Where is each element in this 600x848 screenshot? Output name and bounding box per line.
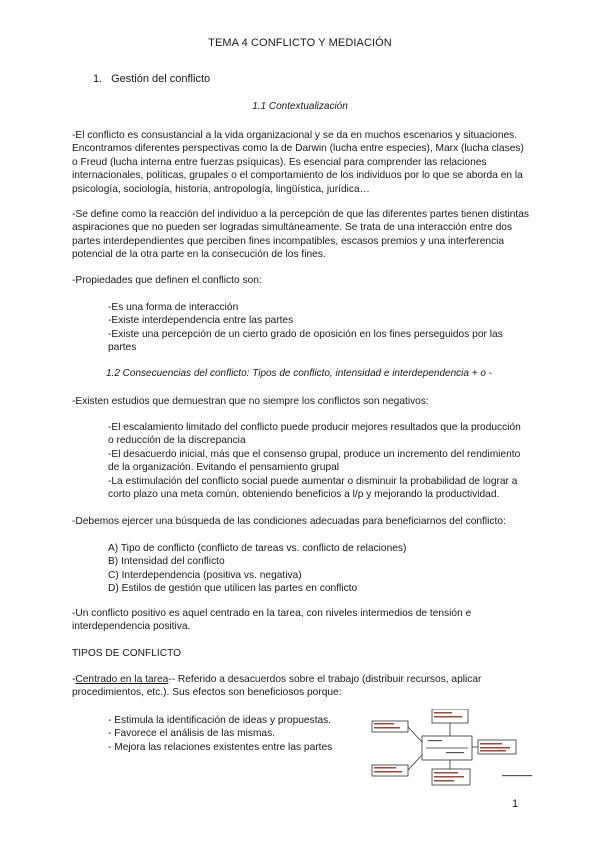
list-item: -El escalamiento limitado del conflicto puede producir mejores resultados que la producción o reducción de la discrepancia <box>108 422 521 447</box>
effects-list <box>108 714 358 754</box>
list-item: -El desacuerdo inicial, más que el consenso grupal, produce un incremento del rendimiento de la organización. Evitando el pensamiento grupal <box>108 448 521 474</box>
section-label: Gestión del conflicto <box>111 73 211 85</box>
properties-list <box>108 301 513 355</box>
paragraph-definition: -Se define como la reacción del individuo a la percepción de que las diferentes partes tienen distintas aspiraciones que no pueden ser logradas simultáneamente. Se trata de una interacción entre dos partes interdependientes que perciben fines incompatibles, escasos premios y una interferencia potencial de la otra parte en la consecución de los fines. <box>72 209 530 261</box>
centrado-prefix: - <box>72 674 76 685</box>
subsection-heading-consecuencias: 1.2 Consecuencias del conflicto: Tipos de conflicto, intensidad e interdependencia + o - <box>106 368 492 379</box>
section-number: 1. <box>93 73 103 85</box>
document-title: TEMA 4 CONFLICTO Y MEDIACIÓN <box>208 37 392 49</box>
paragraph-conditions-intro: -Debemos ejercer una búsqueda de las condiciones adecuadas para beneficiarnos del conflicto: <box>72 516 506 527</box>
studies-list <box>108 421 528 501</box>
list-item: C) Interdependencia (positiva vs. negativa) <box>108 569 302 581</box>
list-item: - Estimula la identificación de ideas y propuestas. <box>108 715 332 726</box>
conflict-diagram-image <box>370 709 540 787</box>
centrado-description: -- Referido a desacuerdos sobre el trabajo (distribuir recursos, aplicar procedimientos, etc.). Sus efectos son beneficiosos porque: <box>72 674 482 699</box>
list-item: D) Estilos de gestión que utilicen las partes en conflicto <box>108 583 358 595</box>
paragraph-centrado-tarea <box>72 673 532 700</box>
centrado-term: Centrado en la tarea <box>75 674 169 685</box>
paragraph-properties-intro: -Propiedades que definen el conflicto son: <box>72 275 262 286</box>
list-item: -Existe interdependencia entre las partes <box>108 315 294 327</box>
page-number: 1 <box>512 798 519 810</box>
list-item: -Es una forma de interacción <box>108 302 239 313</box>
list-item: -La estimulación del conflicto social puede aumentar o disminuir la probabilidad de lograr a corto plazo una meta común, obteniendo beneficios a l/p y mejorando la productividad. <box>108 475 518 501</box>
section-heading <box>93 73 210 85</box>
conditions-list <box>108 542 508 596</box>
subsection-heading-contextualizacion: 1.1 Contextualización <box>252 101 348 112</box>
list-item: B) Intensidad del conflicto <box>108 556 225 568</box>
list-item: -Existe una percepción de un cierto grado de oposición en los fines perseguidos por las partes <box>108 328 503 354</box>
paragraph-positive-conflict: -Un conflicto positivo es aquel centrado en la tarea, con niveles intermedios de tensión e interdependencia positiva. <box>72 608 472 633</box>
list-item: A) Tipo de conflicto (conflicto de tareas vs. conflicto de relaciones) <box>108 543 407 554</box>
list-item: - Favorece el análisis de las mismas. <box>108 728 276 740</box>
types-heading: TIPOS DE CONFLICTO <box>72 648 182 659</box>
list-item: - Mejora las relaciones existentes entre las partes <box>108 741 333 753</box>
paragraph-perspectives: -El conflicto es consustancial a la vida organizacional y se da en muchos escenarios y situaciones. Encontramos diferentes perspectivas como la de Darwin (lucha entre especies), Marx (lucha clases) o Freud (lucha interna entre fuerzas psíquicas). Es esencial para comprender las relaciones internacionales, políticas, grupales o el comportamiento de los individuos por lo que se aborda en la psicología, sociología, historia, antropología, lingüística, jurídica… <box>72 130 524 195</box>
paragraph-studies-intro: -Existen estudios que demuestran que no siempre los conflictos son negativos: <box>72 396 429 407</box>
